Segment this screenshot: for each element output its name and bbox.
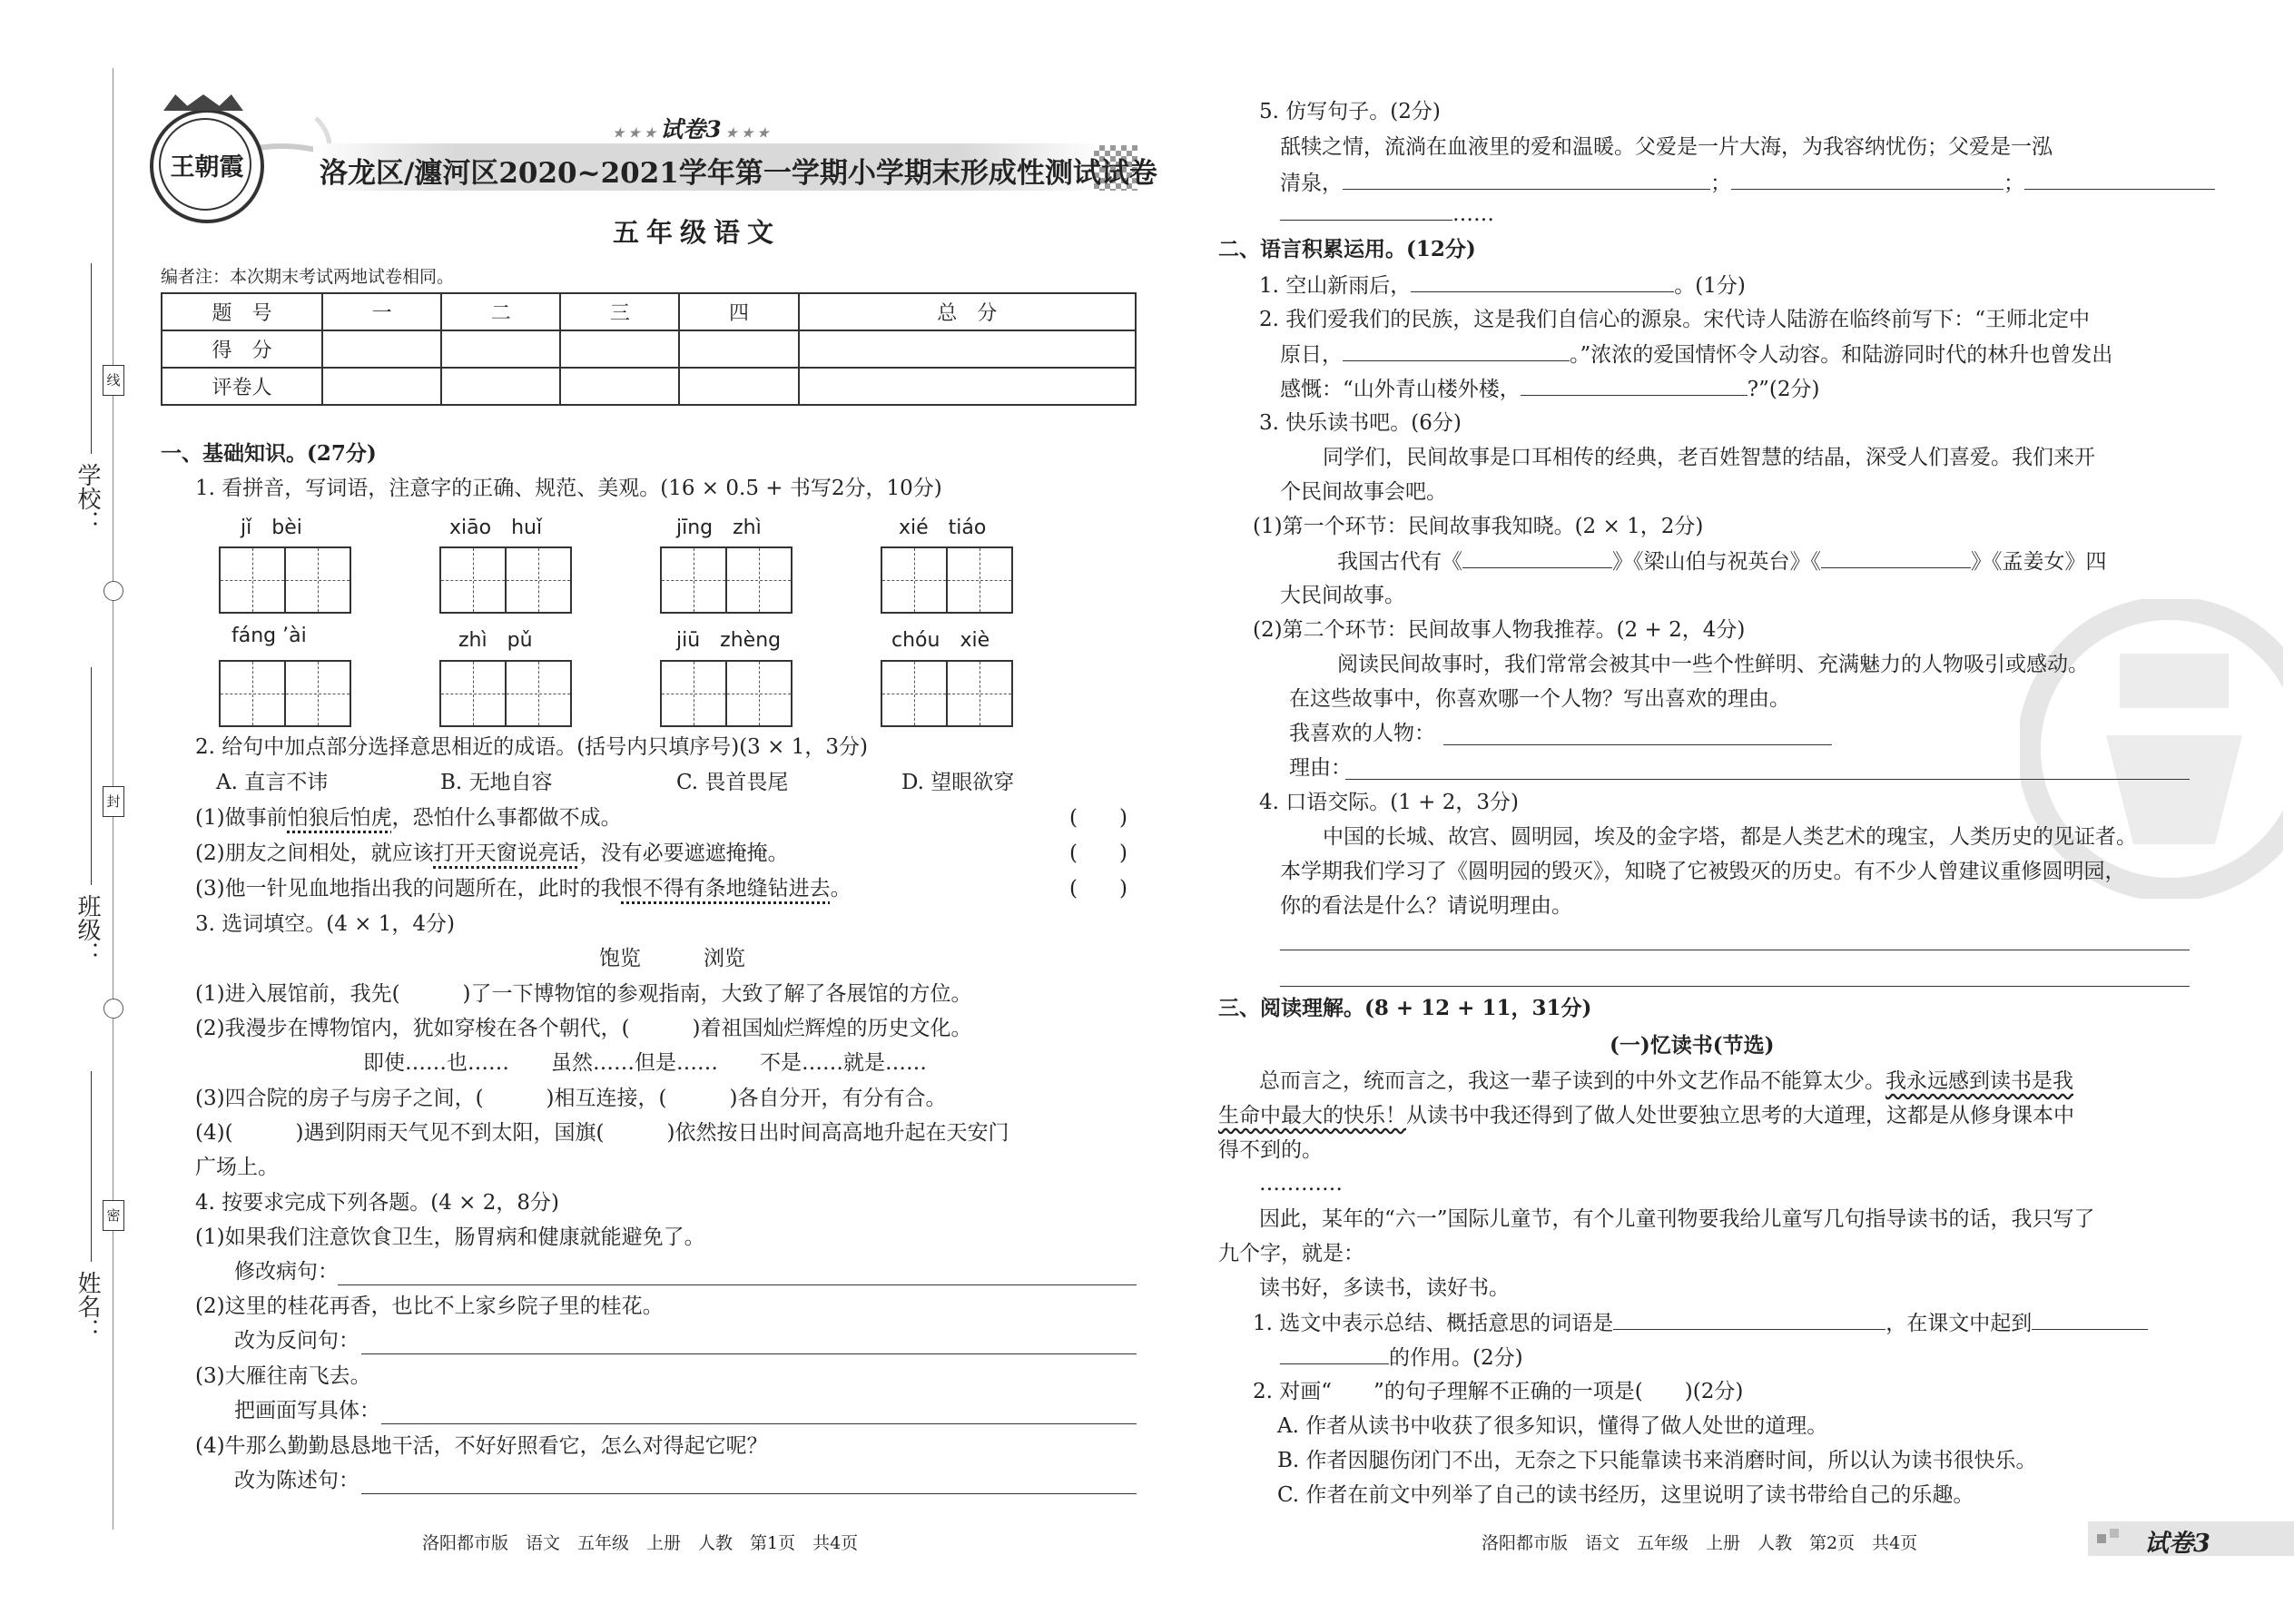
dotted-phrase: 恨不得有条地缝钻进去 bbox=[621, 877, 831, 901]
sub-question: (1)如果我们注意饮食卫生，肠胃病和健康就能避免了。 bbox=[195, 1225, 705, 1249]
grader-cell[interactable] bbox=[322, 368, 441, 405]
sub-question: (1)做事前怕狼后怕虎，恐怕什么事都做不成。 bbox=[195, 806, 622, 830]
brand-name: 王朝霞 bbox=[170, 153, 244, 182]
answer-paren[interactable]: ( ) bbox=[1069, 877, 1127, 901]
fill-blank[interactable] bbox=[1280, 1343, 1389, 1364]
wavy-underlined-sentence: 我永远感到读书是我 bbox=[1885, 1069, 2073, 1093]
question-text: 的作用。(2分) bbox=[1280, 1343, 1523, 1372]
question-text: 2. 给句中加点部分选择意思相近的成语。(括号内只填序号)(3 × 1，3分) bbox=[195, 735, 868, 759]
section-heading: 二、语言积累运用。(12分) bbox=[1218, 237, 1476, 261]
page-footer: 洛阳都市版 语文 五年级 上册 人教 第2页 共4页 bbox=[1482, 1533, 1918, 1553]
answer-line[interactable] bbox=[1345, 779, 2190, 780]
question-text: 清泉， ； ； bbox=[1280, 169, 2215, 197]
dotted-phrase: 怕狼后怕虎 bbox=[287, 806, 392, 830]
score-cell[interactable] bbox=[441, 330, 560, 368]
fill-blank[interactable] bbox=[1613, 1309, 1885, 1330]
question-text: 原日， 。”浓浓的爱国情怀令人动容。和陆游同时代的林升也曾发出 bbox=[1280, 340, 2112, 369]
sub-question: (4)牛那么勤勤恳恳地干活，不好好照看它，怎么对得起它呢？ bbox=[195, 1434, 768, 1458]
question-text: 4. 口语交际。(1 + 2，3分) bbox=[1259, 791, 1519, 814]
pinyin-label: chóu xiè bbox=[891, 629, 990, 652]
question-text: 在这些故事中，你喜欢哪一个人物？写出喜欢的理由。 bbox=[1289, 687, 1790, 711]
answer-line[interactable] bbox=[361, 1493, 1137, 1494]
paper-tab-label: 试卷3 bbox=[2144, 1530, 2210, 1558]
answer-prompt: 理由： bbox=[1289, 756, 1352, 780]
sub-question: (3)四合院的房子与房子之间，( )相互连接，( )各自分开，有分有合。 bbox=[195, 1087, 947, 1110]
question-text: 同学们，民间故事是口耳相传的经典，老百姓智慧的结晶，深受人们喜爱。我们来开 bbox=[1323, 446, 2095, 469]
answer-prompt: 修改病句： bbox=[234, 1260, 339, 1284]
fill-blank[interactable] bbox=[1731, 169, 2004, 190]
pinyin-label: jīng zhì bbox=[676, 517, 762, 539]
section-heading: 三、阅读理解。(8 + 12 + 11，31分) bbox=[1218, 996, 1592, 1020]
fill-blank[interactable] bbox=[1343, 340, 1570, 361]
fill-blank[interactable] bbox=[1343, 169, 1710, 190]
pinyin-label: xié tiáo bbox=[899, 517, 987, 539]
fill-blank[interactable] bbox=[1521, 375, 1748, 396]
option-b[interactable]: B. 作者因腿伤闭门不出，无奈之下只能靠读书来消磨时间，所以认为读书很快乐。 bbox=[1277, 1449, 2037, 1472]
sub-question: (4)( )遇到阴雨天气见不到太阳，国旗( )依然按日出时间高高地升起在天安门 bbox=[195, 1121, 1009, 1145]
score-table bbox=[161, 292, 1137, 406]
sub-question: (1)第一个环节：民间故事我知晓。(2 × 1，2分) bbox=[1253, 515, 1704, 538]
question-text: 本学期我们学习了《圆明园的毁灭》，知晓了它被毁灭的历史。有不少人曾建议重修圆明园， bbox=[1280, 860, 2126, 883]
option-d: D. 望眼欲穿 bbox=[901, 771, 1015, 794]
editor-note: 编者注：本次期末考试两地试卷相同。 bbox=[161, 267, 455, 287]
fill-blank[interactable] bbox=[1821, 547, 1971, 568]
answer-prompt: 把画面写具体： bbox=[234, 1399, 380, 1422]
reading-paragraph: 得不到的。 bbox=[1218, 1138, 1323, 1162]
pinyin-label: fáng ’ài bbox=[231, 625, 307, 647]
question-text: 1. 看拼音，写词语，注意字的正确、规范、美观。(16 × 0.5 + 书写2分，10分) bbox=[195, 477, 942, 500]
school-label: 学校： bbox=[74, 463, 101, 534]
school-field[interactable] bbox=[91, 263, 92, 454]
fill-blank[interactable] bbox=[1411, 271, 1674, 292]
pinyin-label: jǐ bèi bbox=[241, 517, 302, 539]
question-text: 2. 我们爱我们的民族，这是我们自信心的源泉。宋代诗人陆游在临终前写下：“王师北定中 bbox=[1259, 308, 2091, 331]
question-text: 1. 空山新雨后， 。(1分) bbox=[1259, 271, 1746, 300]
question-text: 中国的长城、故宫、圆明园，埃及的金字塔，都是人类艺术的瑰宝，人类历史的见证者。 bbox=[1323, 825, 2137, 849]
answer-paren[interactable]: ( ) bbox=[1069, 842, 1127, 865]
answer-paren[interactable]: ( ) bbox=[1069, 806, 1127, 830]
fill-blank[interactable] bbox=[2032, 1309, 2148, 1330]
sub-question: (2)朋友之间相处，就应该打开天窗说亮话，没有必要遮遮掩掩。 bbox=[195, 842, 789, 865]
table-row: 评卷人 bbox=[162, 368, 1136, 405]
reading-paragraph: 因此，某年的“六一”国际儿童节，有个儿童刊物要我给儿童写几句指导读书的话，我只写了 bbox=[1259, 1207, 2095, 1231]
brand-logo bbox=[150, 109, 264, 223]
seal-line-mark: 线 bbox=[103, 365, 124, 396]
paper-tab bbox=[2088, 1521, 2294, 1556]
writing-grid[interactable] bbox=[439, 660, 572, 727]
reading-ellipsis: ………… bbox=[1259, 1172, 1343, 1196]
paper-label: 试卷3 bbox=[660, 116, 722, 143]
sub-question: (3)他一针见血地指出我的问题所在，此时的我恨不得有条地缝钻进去。 bbox=[195, 877, 852, 901]
question-text: …… bbox=[1280, 200, 1494, 228]
grader-cell[interactable] bbox=[560, 368, 679, 405]
score-cell[interactable] bbox=[679, 330, 798, 368]
wavy-underlined-sentence: 生命中最大的快乐！ bbox=[1218, 1104, 1406, 1127]
option-b: B. 无地自容 bbox=[440, 771, 553, 794]
option-a[interactable]: A. 作者从读书中收获了很多知识，懂得了做人处世的道理。 bbox=[1277, 1414, 1828, 1438]
exam-title: 洛龙区/瀍河区2020~2021学年第一学期小学期末形成性测试试卷 bbox=[320, 157, 1157, 190]
answer-line[interactable] bbox=[338, 1284, 1137, 1285]
table-row: 得 分 bbox=[162, 330, 1136, 368]
grader-cell[interactable] bbox=[679, 368, 798, 405]
grade-subject: 五年级语文 bbox=[613, 217, 782, 248]
score-cell[interactable] bbox=[322, 330, 441, 368]
word-choices: 饱览 浏览 bbox=[599, 947, 745, 970]
answer-line[interactable] bbox=[1280, 986, 2190, 987]
option-c[interactable]: C. 作者在前文中列举了自己的读书经历，这里说明了读书带给自己的乐趣。 bbox=[1277, 1483, 1974, 1507]
writing-grid[interactable] bbox=[881, 546, 1013, 614]
binding-hole-icon bbox=[103, 999, 123, 1019]
sub-question: (2)第二个环节：民间故事人物我推荐。(2 + 2，4分) bbox=[1253, 618, 1746, 642]
reading-paragraph: 生命中最大的快乐！从读书中我还得到了做人处世要独立思考的大道理，这都是从修身课本中 bbox=[1218, 1104, 2074, 1127]
sub-question: (3)大雁往南飞去。 bbox=[195, 1364, 371, 1388]
sub-question: 广场上。 bbox=[195, 1156, 279, 1179]
grader-cell[interactable] bbox=[441, 368, 560, 405]
writing-grid[interactable] bbox=[439, 546, 572, 614]
paper-label-line: ★ ★ ★ 试卷3 ★ ★ ★ bbox=[613, 116, 769, 143]
reading-title: (一)忆读书(节选) bbox=[1610, 1033, 1775, 1058]
option-c: C. 畏首畏尾 bbox=[676, 771, 789, 794]
score-cell[interactable] bbox=[799, 330, 1136, 368]
writing-grid[interactable] bbox=[219, 660, 351, 727]
word-choices: 即使……也…… 虽然……但是…… 不是……就是…… bbox=[363, 1051, 927, 1075]
reading-paragraph: 总而言之，统而言之，我这一辈子读到的中外文艺作品不能算太少。我永远感到读书是我 bbox=[1259, 1069, 2073, 1093]
answer-prompt: 我喜欢的人物： bbox=[1289, 722, 1435, 745]
fill-blank[interactable] bbox=[1462, 547, 1612, 568]
sub-question: (1)进入展馆前，我先( )了一下博物馆的参观指南，大致了解了各展馆的方位。 bbox=[195, 982, 972, 1006]
answer-line[interactable] bbox=[381, 1423, 1137, 1424]
sub-question: (2)这里的桂花再香，也比不上家乡院子里的桂花。 bbox=[195, 1294, 664, 1318]
binding-hole-icon bbox=[103, 581, 123, 601]
question-text: 5. 仿写句子。(2分) bbox=[1259, 100, 1441, 123]
score-cell[interactable] bbox=[560, 330, 679, 368]
answer-line[interactable] bbox=[1443, 744, 1832, 745]
reading-paragraph: 读书好，多读书，读好书。 bbox=[1259, 1276, 1510, 1300]
question-text: 3. 快乐读书吧。(6分) bbox=[1259, 411, 1462, 435]
answer-prompt: 改为反问句： bbox=[234, 1329, 359, 1353]
writing-grid[interactable] bbox=[219, 546, 351, 614]
class-field[interactable] bbox=[91, 667, 92, 885]
sub-question: 大民间故事。 bbox=[1280, 584, 1405, 607]
question-text: 舐犊之情，流淌在血液里的爱和温暖。父爱是一片大海，为我容纳忧伤；父爱是一泓 bbox=[1280, 135, 2053, 159]
class-label: 班级： bbox=[74, 894, 101, 965]
dotted-phrase: 打开天窗说亮话 bbox=[433, 842, 580, 865]
pinyin-label: zhì pǔ bbox=[458, 629, 533, 652]
grader-cell[interactable] bbox=[799, 368, 1136, 405]
question-text: 1. 选文中表示总结、概括意思的词语是 ，在课文中起到 bbox=[1253, 1309, 2148, 1337]
crown-icon bbox=[163, 94, 243, 111]
question-text: 你的看法是什么？请说明理由。 bbox=[1280, 894, 1572, 918]
sub-question: 我国古代有《 》《梁山伯与祝英台》《 》《孟姜女》四 bbox=[1337, 547, 2107, 576]
pinyin-label: jiū zhèng bbox=[676, 629, 782, 652]
secret-watermark-icon bbox=[2020, 599, 2283, 899]
question-text: 3. 选词填空。(4 × 1，4分) bbox=[195, 912, 455, 936]
page-footer: 洛阳都市版 语文 五年级 上册 人教 第1页 共4页 bbox=[422, 1533, 859, 1553]
fill-blank[interactable] bbox=[2024, 169, 2215, 190]
writing-grid[interactable] bbox=[660, 660, 793, 727]
name-field[interactable] bbox=[91, 1071, 92, 1262]
sub-question: (2)我漫步在博物馆内，犹如穿梭在各个朝代，( )着祖国灿烂辉煌的历史文化。 bbox=[195, 1017, 972, 1040]
seal-secret-mark: 密 bbox=[103, 1200, 124, 1231]
question-text: 阅读民间故事时，我们常常会被其中一些个性鲜明、充满魅力的人物吸引或感动。 bbox=[1337, 653, 2089, 676]
reading-paragraph: 九个字，就是： bbox=[1218, 1242, 1364, 1265]
table-row: 题 号 一 二 三 四 总 分 bbox=[162, 293, 1136, 330]
pinyin-label: xiāo huǐ bbox=[449, 517, 543, 539]
section-heading: 一、基础知识。(27分) bbox=[161, 441, 377, 466]
writing-grid[interactable] bbox=[881, 660, 1013, 727]
question-text: 感慨：“山外青山楼外楼， ?”(2分) bbox=[1280, 375, 1819, 403]
name-label: 姓名： bbox=[74, 1271, 101, 1342]
option-a: A. 直言不讳 bbox=[216, 771, 329, 794]
answer-prompt: 改为陈述句： bbox=[234, 1469, 359, 1492]
seal-seal-mark: 封 bbox=[103, 786, 124, 817]
fill-blank[interactable] bbox=[1280, 200, 1452, 221]
question-text: 4. 按要求完成下列各题。(4 × 2，8分) bbox=[195, 1191, 559, 1215]
question-text: 个民间故事会吧。 bbox=[1280, 480, 1447, 504]
writing-grid[interactable] bbox=[660, 546, 793, 614]
answer-line[interactable] bbox=[361, 1353, 1137, 1354]
question-text: 2. 对画“ ”的句子理解不正确的一项是( )(2分) bbox=[1253, 1380, 1744, 1403]
